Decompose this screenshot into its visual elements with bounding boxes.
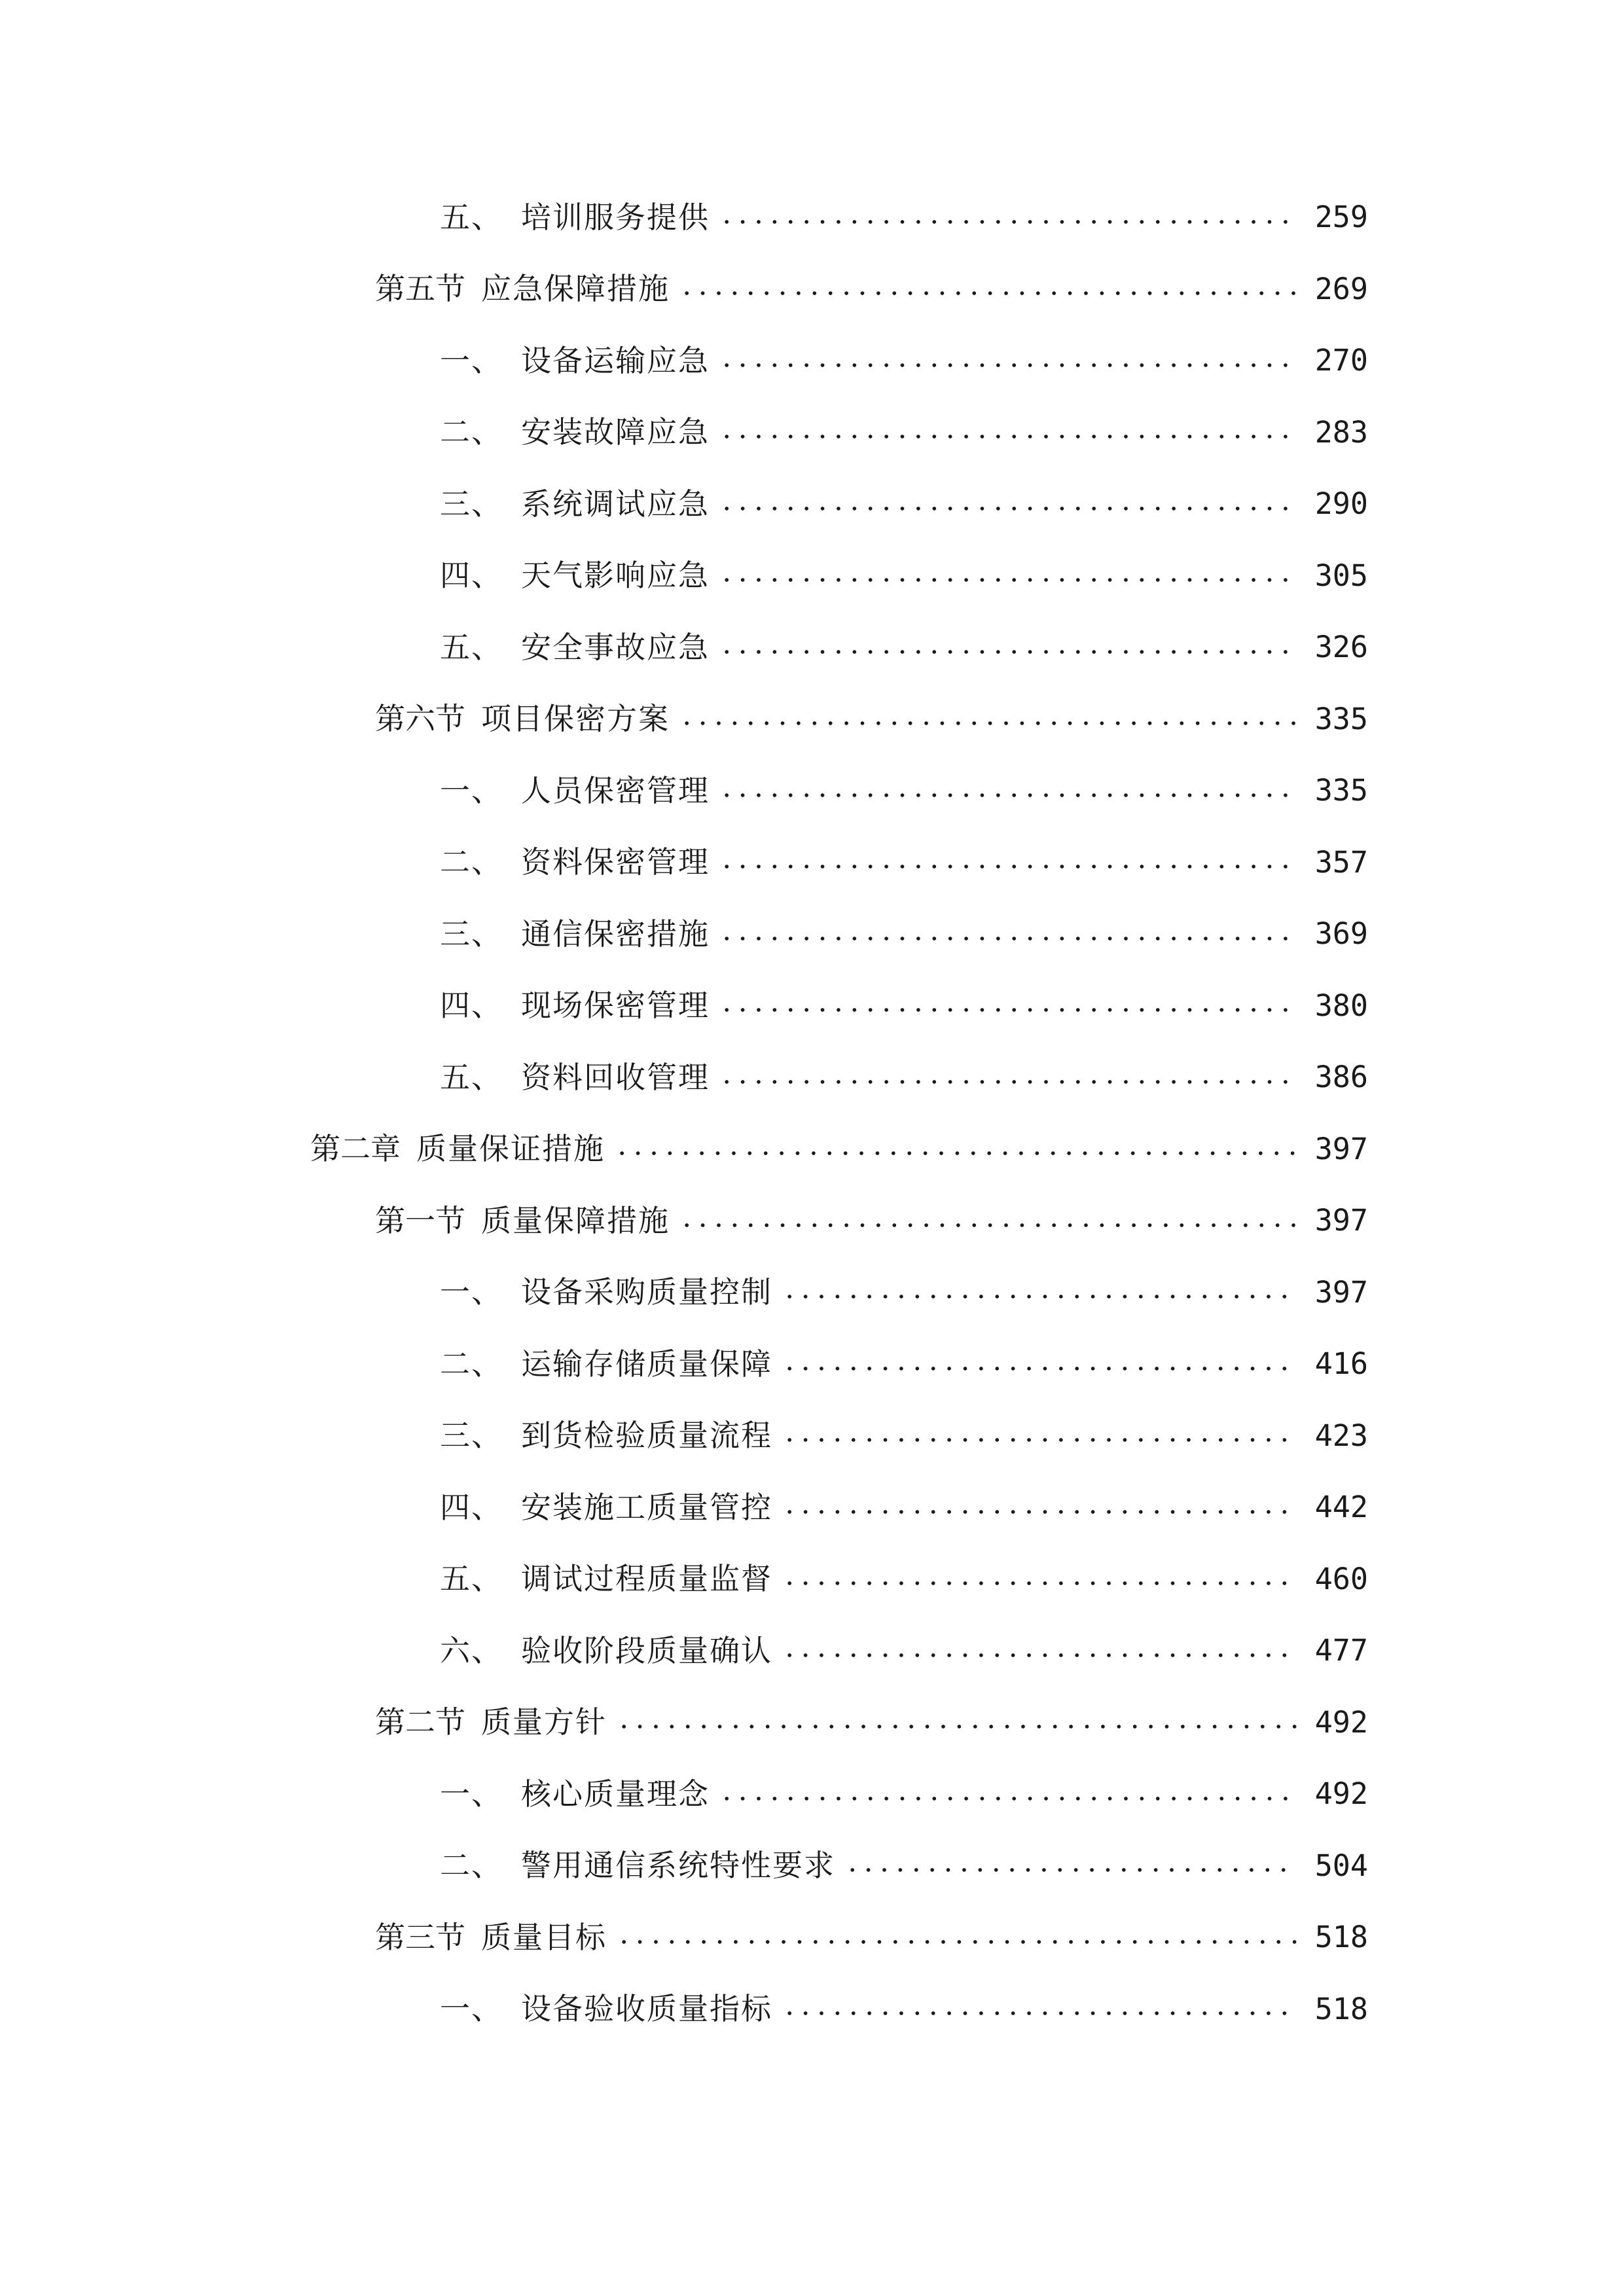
dot-leader xyxy=(719,218,1297,226)
toc-entry-title: 验收阶段质量确认 xyxy=(521,1632,772,1668)
toc-page-number: 492 xyxy=(1314,1704,1368,1740)
toc-entry-title: 核心质量理念 xyxy=(521,1776,710,1812)
toc-page-number: 290 xyxy=(1314,486,1368,522)
toc-entry-number: 三、 xyxy=(440,916,503,952)
toc-entry-number: 五、 xyxy=(440,199,503,235)
toc-entry-title: 质量方针 xyxy=(481,1704,607,1740)
toc-entry-number: 二、 xyxy=(440,1346,503,1382)
dot-leader xyxy=(719,863,1297,870)
toc-entry-number: 第六节 xyxy=(375,701,465,737)
dot-leader xyxy=(719,1078,1297,1086)
toc-page-number: 335 xyxy=(1314,773,1368,808)
dot-leader xyxy=(719,576,1297,584)
dot-leader xyxy=(782,1293,1297,1300)
dot-leader xyxy=(679,289,1297,297)
toc-entry[interactable] xyxy=(0,468,1624,540)
toc-entry-number: 五、 xyxy=(440,1059,503,1095)
toc-page-number: 492 xyxy=(1314,1776,1368,1812)
toc-entry-number: 第五节 xyxy=(375,271,465,307)
toc-entry[interactable] xyxy=(0,970,1624,1042)
toc-page-number: 518 xyxy=(1314,1920,1368,1955)
toc-entry-number: 第一节 xyxy=(375,1202,465,1238)
dot-leader xyxy=(616,1723,1297,1731)
toc-entry-title: 设备采购质量控制 xyxy=(521,1274,772,1310)
toc-entry-title: 系统调试应急 xyxy=(521,486,710,522)
toc-entry[interactable] xyxy=(0,1185,1624,1257)
toc-page-number: 504 xyxy=(1314,1848,1368,1883)
toc-page-number: 518 xyxy=(1314,1991,1368,2026)
toc-page-number: 269 xyxy=(1314,271,1368,306)
dot-leader xyxy=(782,1651,1297,1659)
toc-entry[interactable] xyxy=(0,325,1624,397)
dot-leader xyxy=(782,1365,1297,1372)
toc-entry-title: 培训服务提供 xyxy=(521,199,710,235)
toc-page-number: 477 xyxy=(1314,1633,1368,1668)
toc-entry-title: 调试过程质量监督 xyxy=(521,1561,772,1597)
dot-leader xyxy=(782,1579,1297,1587)
toc-entry-number: 三、 xyxy=(440,486,503,522)
dot-leader xyxy=(719,505,1297,512)
toc-entry-title: 资料回收管理 xyxy=(521,1059,710,1095)
toc-entry-number: 二、 xyxy=(440,844,503,880)
toc-entry-title: 质量保障措施 xyxy=(481,1202,670,1238)
toc-entry[interactable] xyxy=(0,1400,1624,1472)
toc-page-number: 270 xyxy=(1314,343,1368,378)
toc-entry[interactable] xyxy=(0,1687,1624,1759)
toc-entry-title: 现场保密管理 xyxy=(521,988,710,1024)
toc-entry[interactable] xyxy=(0,1615,1624,1687)
toc-entry[interactable] xyxy=(0,827,1624,899)
toc-entry-title: 应急保障措施 xyxy=(481,271,670,307)
toc-entry-number: 四、 xyxy=(440,988,503,1024)
dot-leader xyxy=(719,433,1297,440)
toc-page-number: 442 xyxy=(1314,1490,1368,1525)
toc-entry-number: 一、 xyxy=(440,1776,503,1812)
toc-entry-number: 二、 xyxy=(440,414,503,450)
toc-entry-number: 第二章 xyxy=(310,1131,401,1167)
toc-entry[interactable] xyxy=(0,898,1624,970)
toc-entry-number: 一、 xyxy=(440,772,503,808)
toc-entry[interactable] xyxy=(0,683,1624,755)
dot-leader xyxy=(679,1221,1297,1229)
toc-entry-title: 到货检验质量流程 xyxy=(521,1418,772,1454)
dot-leader xyxy=(679,719,1297,727)
toc-entry-number: 一、 xyxy=(440,342,503,378)
toc-page-number: 460 xyxy=(1314,1561,1368,1596)
toc-entry-number: 五、 xyxy=(440,1561,503,1597)
toc-entry[interactable] xyxy=(0,1113,1624,1185)
toc-entry[interactable] xyxy=(0,1830,1624,1902)
toc-entry[interactable] xyxy=(0,397,1624,469)
toc-entry-number: 二、 xyxy=(440,1848,503,1884)
toc-entry-title: 天气影响应急 xyxy=(521,558,710,594)
toc-entry-title: 通信保密措施 xyxy=(521,916,710,952)
toc-page-number: 380 xyxy=(1314,988,1368,1023)
toc-entry-number: 四、 xyxy=(440,1489,503,1525)
toc-page-number: 423 xyxy=(1314,1418,1368,1453)
toc-page-number: 259 xyxy=(1314,200,1368,235)
toc-entry[interactable] xyxy=(0,1257,1624,1329)
toc-page-number: 416 xyxy=(1314,1346,1368,1382)
toc-entry[interactable] xyxy=(0,1973,1624,2045)
dot-leader xyxy=(844,1866,1297,1874)
dot-leader xyxy=(719,1006,1297,1014)
toc-entry[interactable] xyxy=(0,540,1624,612)
toc-entry-title: 安装故障应急 xyxy=(521,414,710,450)
toc-page-number: 397 xyxy=(1314,1131,1368,1166)
toc-page-number: 386 xyxy=(1314,1060,1368,1095)
toc-entry[interactable] xyxy=(0,1901,1624,1973)
toc-entry-title: 项目保密方案 xyxy=(481,701,670,737)
toc-page-number: 357 xyxy=(1314,844,1368,880)
toc-entry-number: 三、 xyxy=(440,1418,503,1454)
toc-entry-title: 运输存储质量保障 xyxy=(521,1346,772,1382)
dot-leader xyxy=(719,1795,1297,1803)
toc-page-number: 397 xyxy=(1314,1203,1368,1238)
toc-page-number: 305 xyxy=(1314,558,1368,593)
toc-entry-title: 安装施工质量管控 xyxy=(521,1489,772,1525)
table-of-contents xyxy=(0,181,1624,2045)
toc-page-number: 326 xyxy=(1314,630,1368,665)
dot-leader xyxy=(719,648,1297,656)
dot-leader xyxy=(782,1508,1297,1516)
toc-entry-number: 一、 xyxy=(440,1274,503,1310)
dot-leader xyxy=(616,1938,1297,1946)
toc-entry[interactable] xyxy=(0,1543,1624,1615)
dot-leader xyxy=(782,1436,1297,1444)
toc-entry[interactable] xyxy=(0,1041,1624,1113)
toc-entry[interactable] xyxy=(0,1758,1624,1830)
toc-entry-number: 五、 xyxy=(440,629,503,665)
toc-entry-title: 人员保密管理 xyxy=(521,772,710,808)
toc-entry[interactable] xyxy=(0,253,1624,325)
toc-entry-number: 一、 xyxy=(440,1991,503,2027)
toc-entry[interactable] xyxy=(0,1328,1624,1400)
toc-entry[interactable] xyxy=(0,611,1624,683)
dot-leader xyxy=(719,935,1297,942)
toc-entry-title: 设备运输应急 xyxy=(521,342,710,378)
toc-entry-number: 第二节 xyxy=(375,1704,465,1740)
toc-entry-title: 设备验收质量指标 xyxy=(521,1991,772,2027)
toc-page-number: 335 xyxy=(1314,701,1368,736)
toc-entry[interactable] xyxy=(0,755,1624,827)
toc-entry-number: 四、 xyxy=(440,558,503,594)
dot-leader xyxy=(782,2009,1297,2017)
toc-entry[interactable] xyxy=(0,181,1624,253)
toc-entry-title: 质量目标 xyxy=(481,1919,607,1955)
toc-entry-number: 第三节 xyxy=(375,1919,465,1955)
toc-page-number: 397 xyxy=(1314,1274,1368,1310)
dot-leader xyxy=(614,1149,1297,1157)
dot-leader xyxy=(719,791,1297,799)
toc-entry-number: 六、 xyxy=(440,1632,503,1668)
toc-entry-title: 警用通信系统特性要求 xyxy=(521,1848,835,1884)
toc-entry[interactable] xyxy=(0,1471,1624,1543)
toc-entry-title: 安全事故应急 xyxy=(521,629,710,665)
toc-page-number: 283 xyxy=(1314,414,1368,450)
toc-entry-title: 资料保密管理 xyxy=(521,844,710,880)
toc-page-number: 369 xyxy=(1314,916,1368,952)
dot-leader xyxy=(719,361,1297,369)
toc-entry-title: 质量保证措施 xyxy=(416,1131,605,1167)
